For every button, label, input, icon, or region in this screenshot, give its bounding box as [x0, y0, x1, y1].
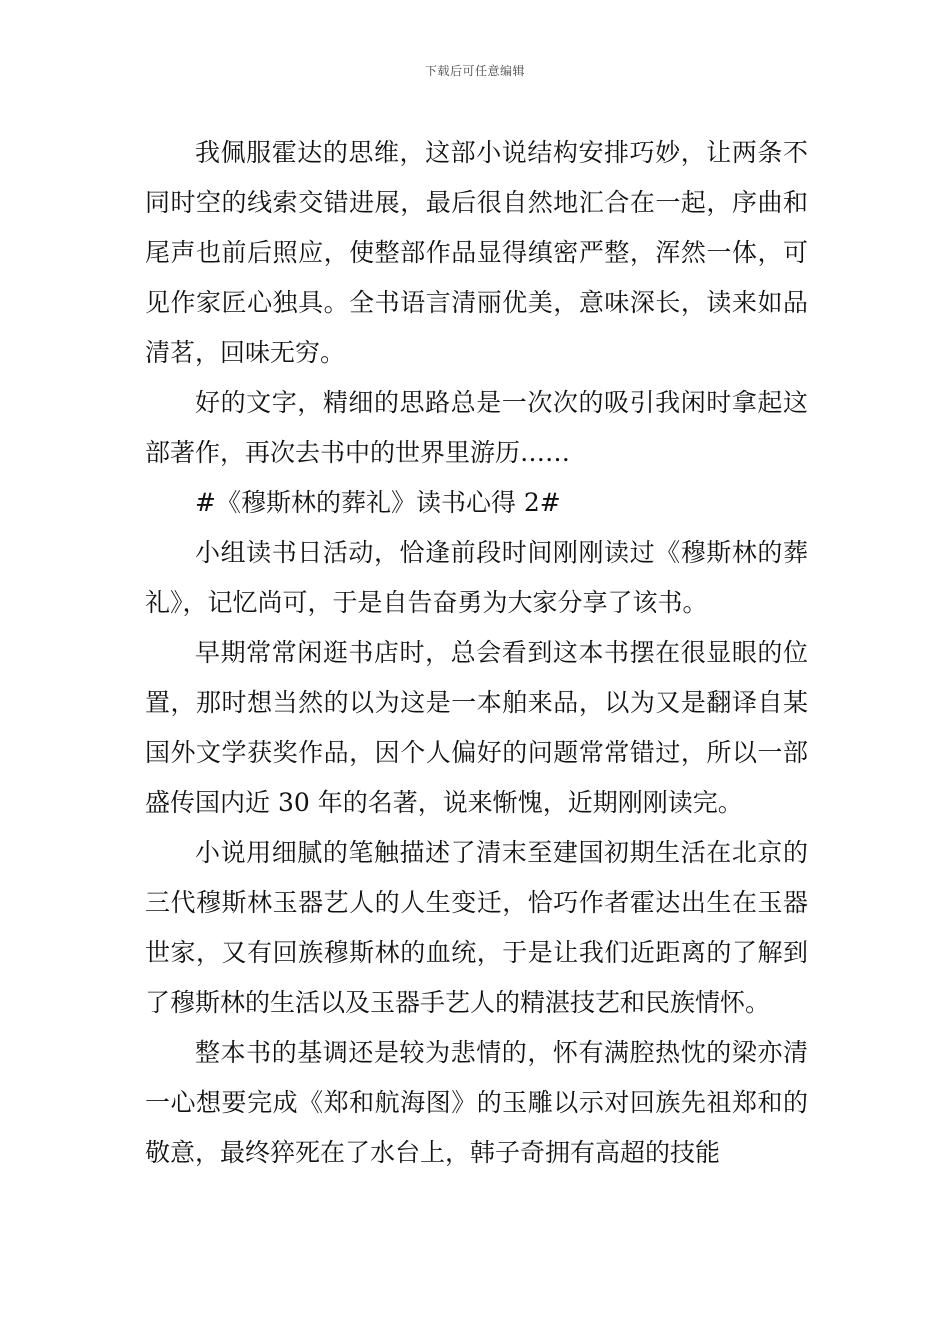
document-body [145, 128, 808, 1178]
paragraph-3: 小组读书日活动，恰逢前段时间刚刚读过《穆斯林的葬礼》，记忆尚可，于是自告奋勇为大家分享了该书。 [145, 538, 808, 617]
paragraph-4: 早期常常闲逛书店时，总会看到这本书摆在很显眼的位置，那时想当然的以为这是一本舶来品，以为又是翻译自某国外文学获奖作品，因个人偏好的问题常常错过，所以一部盛传国内近 30 年的名著，说来惭愧，近期刚刚读完。 [145, 638, 808, 817]
paragraph-1: 我佩服霍达的思维，这部小说结构安排巧妙，让两条不同时空的线索交错进展，最后很自然地汇合在一起，序曲和尾声也前后照应，使整部作品显得缜密严整，浑然一体，可见作家匠心独具。全书语言清丽优美，意味深长，读来如品清茗，回味无穷。 [145, 138, 808, 367]
paragraph-2: 好的文字，精细的思路总是一次次的吸引我闲时拿起这部著作，再次去书中的世界里游历…… [145, 388, 808, 467]
paragraph-5: 小说用细腻的笔触描述了清末至建国初期生活在北京的三代穆斯林玉器艺人的人生变迁，恰巧作者霍达出生在玉器世家，又有回族穆斯林的血统，于是让我们近距离的了解到了穆斯林的生活以及玉器手艺人的精湛技艺和民族情怀。 [145, 838, 808, 1017]
page-header-note: 下载后可任意编辑 [424, 64, 525, 78]
paragraph-6: 整本书的基调还是较为悲情的，怀有满腔热忱的梁亦清一心想要完成《郑和航海图》的玉雕以示对回族先祖郑和的敬意，最终猝死在了水台上，韩子奇拥有高超的技能 [145, 1038, 808, 1167]
section-heading: #《穆斯林的葬礼》读书心得 2# [195, 488, 561, 517]
